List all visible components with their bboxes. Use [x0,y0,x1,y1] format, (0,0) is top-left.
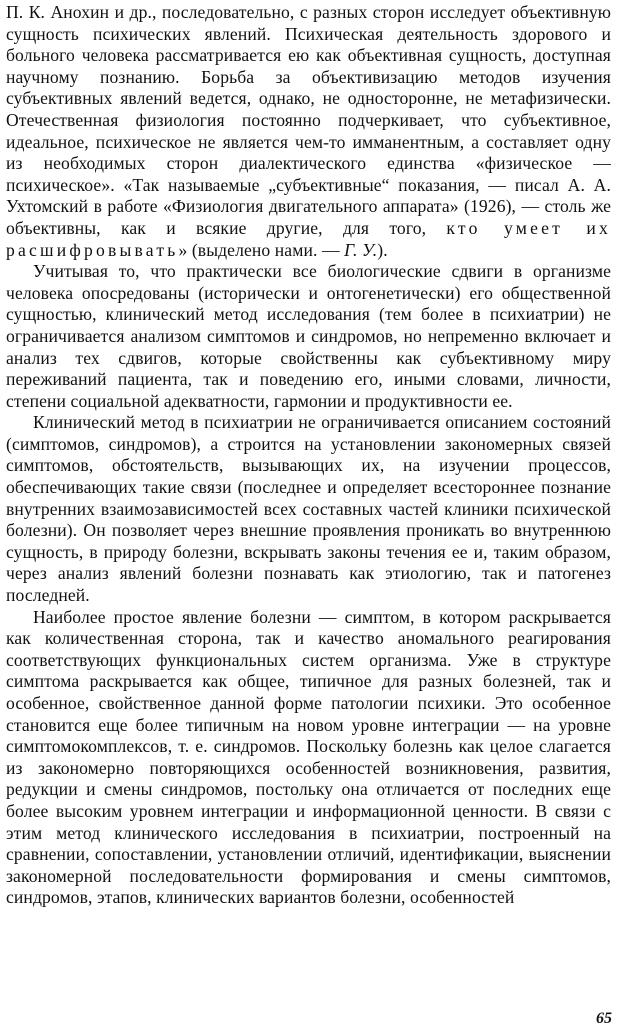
paragraph-2: Учитывая то, что практически все биологические сдвиги в организме человека опосредованы (исторически и онтогенетически) его общественной сущностью, клинический метод исследования (тем более в психиатрии) не ограничивается анализом симптомов и синдромов, но непременно включает и анализ тех сдвигов, которые свойственны как субъективному миру переживаний пациента, так и поведению его, иными словами, личности, степени социальной адекватности, гармонии и продуктивности ее. [6,261,611,411]
paragraph-3: Клинический метод в психиатрии не ограничивается описанием состояний (симптомов, синдромов), а строится на установлении закономерных связей симптомов, обстоятельств, вызывающих их, на изучении процессов, обеспечивающих такие связи (последнее и определяет всестороннее познание внутренних взаимозависимостей всех составных частей клиники психической болезни). Он позволяет через внешние проявления проникать во внутреннюю сущность, в природу болезни, вскрывать законы течения ее и, таким образом, через анализ явлений болезни познавать как этиологию, так и патогенез последней. [6,412,611,606]
paragraph-4: Наиболее простое явление болезни — симптом, в котором раскрывается как количественная сторона, так и качество аномального реагирования соответствующих функциональных систем организма. Уже в структуре симптома раскрывается как общее, типичное для разных болезней, так и особенное, свойственное данной форме патологии психики. Это особенное становится еще более типичным на новом уровне интеграции — на уровне симптомокомплексов, т. е. синдромов. Поскольку болезнь как целое слагается из закономерно повторяющихся особенностей возникновения, развития, редукции и смены синдромов, постольку она отличается от последних еще более высоким уровнем интеграции и информационной ценности. В связи с этим метод клинического исследования в психиатрии, построенный на сравнении, сопоставлении, установлении отличий, идентификации, выяснении закономерной последовательности формирования и смены симптомов, синдромов, этапов, клинических вариантов болезни, особенностей [6,606,611,908]
paragraph-1 [6,2,611,261]
paragraph-1-part-3: » (выделено нами. — [178,239,345,260]
page-number: 65 [596,1010,612,1027]
paragraph-1-part-1: П. К. Анохин и др., последовательно, с разных сторон исследует объективную сущность психических явлений. Психическая деятельность здорового и больного человека рассматривается ею как объективная сущность, доступная научному познанию. Борьба за объективизацию методов изучения субъективных явлений ведется, однако, не односторонне, не метафизически. Отечественная физиология постоянно подчеркивает, что субъективное, идеальное, психическое не является чем-то имманентным, а составляет одну из необходимых сторон диалектического единства «физическое — психическое». «Так называемые „субъективные“ показания, — писал А. А. Ухтомский в работе «Физиология двигательного аппарата» (1926), — столь же объективны, как и всякие другие, для того, [6,2,611,238]
body-text [6,2,611,909]
spaced-quote: кто умеет их расшифровывать [6,217,611,260]
paragraph-1-part-5: ). [377,239,388,260]
author-initials: Г. У. [344,239,378,260]
